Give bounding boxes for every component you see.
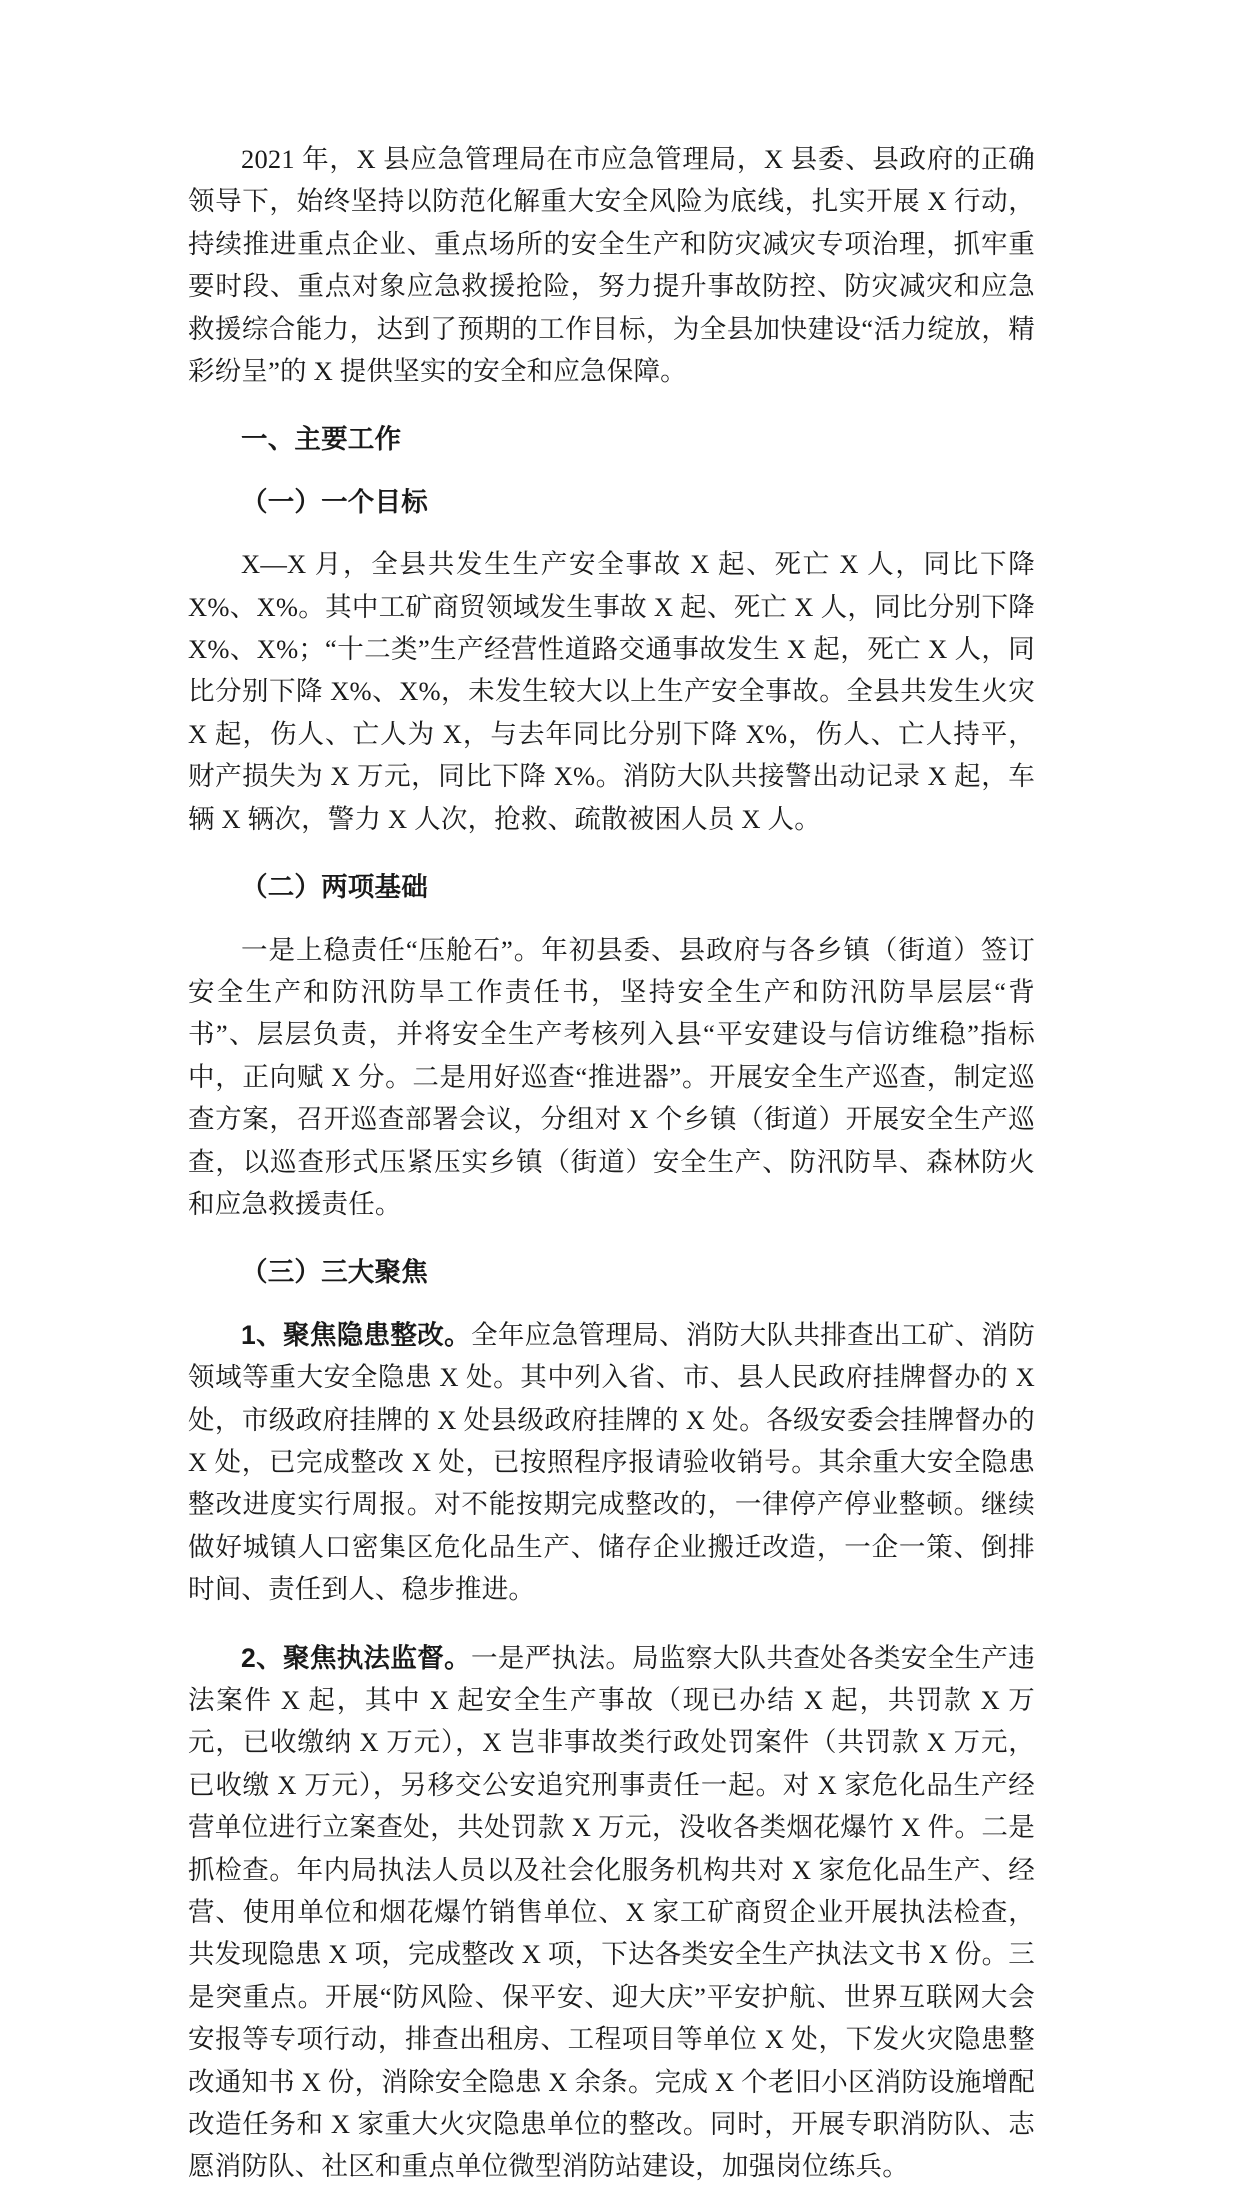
paragraph-one-goal: X—X 月，全县共发生生产安全事故 X 起、死亡 X 人，同比下降 X%、X%。其中工矿商贸领域发生事故 X 起、死亡 X 人，同比分别下降 X%、X%；“十二类”生产经营性道路交通事故发生 X 起，死亡 X 人，同比分别下降 X%、X%，未发生较大以上生产安全事故。全县共发生火灾 X 起，伤人、亡人为 X，与去年同比分别下降 X%，伤人、亡人持平，财产损失为 X 万元，同比下降 X%。消防大队共接警出动记录 X 起，车辆 X 辆次，警力 X 人次，抢救、疏散被困人员 X 人。 <box>188 549 1035 834</box>
spacer <box>188 1611 1035 1637</box>
spacer <box>188 909 1035 929</box>
paragraph-intro: 2021 年，X 县应急管理局在市应急管理局，X 县委、县政府的正确领导下，始终坚持以防范化解重大安全风险为底线，扎实开展 X 行动，持续推进重点企业、重点场所的安全生产和防灾减灾专项治理，抓牢重要时段、重点对象应急救援抢险，努力提升事故防控、防灾减灾和应急救援综合能力，达到了预期的工作目标，为全县加快建设“活力绽放，精彩纷呈”的 X 提供坚实的安全和应急保障。 <box>188 144 1035 387</box>
spacer <box>188 1225 1035 1251</box>
spacer <box>188 392 1035 418</box>
paragraph-focus-1-text: 全年应急管理局、消防大队共排查出工矿、消防领域等重大安全隐患 X 处。其中列入省、市、县人民政府挂牌督办的 X 处，市级政府挂牌的 X 处县级政府挂牌的 X 处。各级安委会挂牌督办的 X 处，已完成整改 X 处，已按照程序报请验收销号。其余重大安全隐患整改进度实行周报。对不能按期完成整改的，一律停产停业整顿。继续做好城镇人口密集区危化品生产、储存企业搬迁改造，一企一策、倒排时间、责任到人、稳步推进。 <box>188 1319 1035 1605</box>
spacer <box>188 523 1035 543</box>
paragraph-focus-2-text: 一是严执法。局监察大队共查处各类安全生产违法案件 X 起，其中 X 起安全生产事故（现已办结 X 起，共罚款 X 万元，已收缴纳 X 万元），X 岂非事故类行政处罚案件（共罚款 X 万元，已收缴 X 万元），另移交公安追究刑事责任一起。对 X 家危化品生产经营单位进行立案查处，共处罚款 X 万元，没收各类烟花爆竹 X 件。二是抓检查。年内局执法人员以及社会化服务机构共对 X 家危化品生产、经营、使用单位和烟花爆竹销售单位、X 家工矿商贸企业开展执法检查，共发现隐患 X 项，完成整改 X 项，下达各类安全生产执法文书 X 份。三是突重点。开展“防风险、保平安、迎大庆”平安护航、世界互联网大会安报等专项行动，排查出租房、工程项目等单位 X 处，下发火灾隐患整改通知书 X 份，消除安全隐患 X 余条。完成 X 个老旧小区消防设施增配改造任务和 X 家重大火灾隐患单位的整改。同时，开展专职消防队、志愿消防队、社区和重点单位微型消防站建设，加强岗位练兵。 <box>188 1642 1035 2182</box>
heading-main-work: 一、主要工作 <box>241 424 402 455</box>
heading-two-foundations: （二）两项基础 <box>241 872 428 903</box>
paragraph-focus-law-enforcement <box>188 1637 1035 2188</box>
spacer <box>188 461 1035 481</box>
paragraph-two-foundations: 一是上稳责任“压舱石”。年初县委、县政府与各乡镇（街道）签订安全生产和防汛防旱工作责任书，坚持安全生产和防汛防旱层层“背书”、层层负责，并将安全生产考核列入县“平安建设与信访维稳”指标中，正向赋 X 分。二是用好巡查“推进器”。开展安全生产巡查，制定巡查方案，召开巡查部署会议，分组对 X 个乡镇（街道）开展安全生产巡查，以巡查形式压紧压实乡镇（街道）安全生产、防汛防旱、森林防火和应急救援责任。 <box>188 934 1035 1219</box>
heading-three-focuses: （三）三大聚焦 <box>241 1257 428 1288</box>
lead-label-focus-2: 2、聚焦执法监督。 <box>241 1642 472 1673</box>
spacer <box>188 840 1035 866</box>
spacer <box>188 1294 1035 1314</box>
heading-one-goal: （一）一个目标 <box>241 486 428 517</box>
document-body <box>188 138 1035 2188</box>
paragraph-focus-hazard-rectification <box>188 1314 1035 1611</box>
lead-label-focus-1: 1、聚焦隐患整改。 <box>241 1319 472 1350</box>
